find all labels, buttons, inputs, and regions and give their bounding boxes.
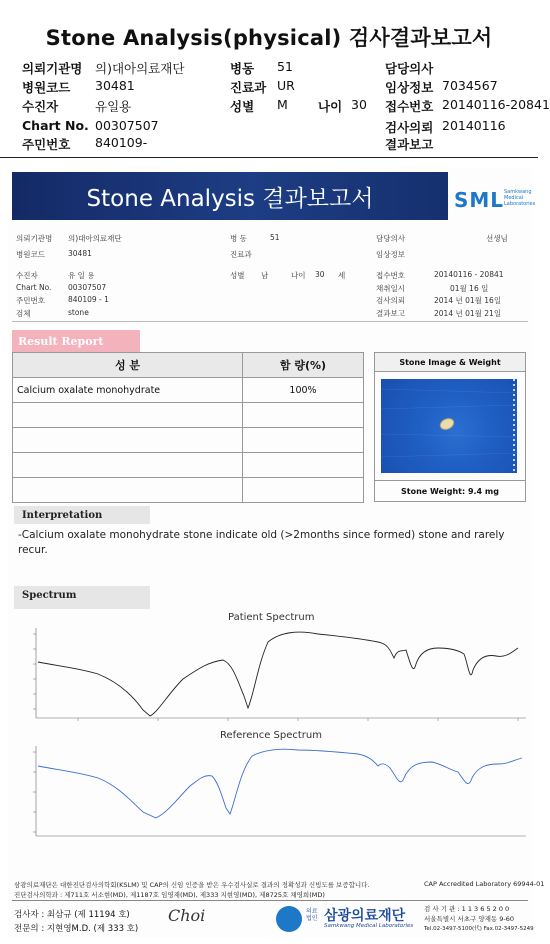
value-patient: 유일용 — [95, 99, 132, 114]
specialist-name: 전문의 : 지현영M.D. (제 333 호) — [14, 924, 139, 934]
cell-component: Calcium oxalate monohydrate — [13, 378, 243, 403]
info-label-ward: 병 동 — [230, 234, 247, 243]
footer-accreditation: 삼광의료재단은 대한진단검사의학회(KSLM) 및 CAP의 신임 인증을 받은 우수검사실로 결과의 정확성과 신빙도를 보증합니다. — [14, 881, 370, 889]
info-value-doctor: 선생님 — [486, 234, 508, 243]
scanned-report — [8, 168, 545, 938]
patient-spectrum-title: Patient Spectrum — [228, 612, 315, 623]
info-divider — [12, 321, 528, 322]
cell-amount — [243, 428, 364, 453]
org-address: 서울특별시 서초구 양재동 9-60 — [424, 915, 515, 923]
info-label-requested: 검사의뢰 — [376, 296, 405, 305]
header-divider — [0, 157, 538, 158]
info-label-collected: 채취일시 — [376, 284, 405, 293]
inspector-name: 검사자 : 최삼규 (제 11194 호) — [14, 910, 130, 920]
info-label-age-unit: 세 — [338, 271, 346, 280]
info-label-receipt: 접수번호 — [376, 271, 405, 280]
value-chart-no: 00307507 — [95, 118, 159, 133]
inst-code: 검 사 기 관 : 1 1 3 6 5 2 0 0 — [424, 905, 510, 913]
patient-spectrum-plot — [18, 624, 526, 724]
info-value-requested: 2014 년 01월 16일 — [434, 296, 502, 305]
sml-logo-sub3: Laboratories — [504, 201, 536, 207]
interpretation-label: Interpretation — [14, 506, 150, 524]
signature: Choi — [168, 906, 206, 925]
info-label-resident: 주민번호 — [16, 296, 45, 305]
label-age: 나이 — [318, 99, 343, 114]
label-resident-no: 주민번호 — [22, 137, 71, 152]
label-receipt-no: 접수번호 — [385, 99, 434, 114]
info-value-age: 30 — [315, 270, 325, 279]
info-value-receipt: 20140116 - 20841 — [434, 270, 504, 279]
info-value-org: 의)대아의료재단 — [68, 234, 122, 243]
samkwang-logo-icon — [276, 906, 302, 932]
sml-logo-text: SML — [454, 188, 505, 212]
result-report-label: Result Report — [12, 330, 140, 352]
interpretation-text: -Calcium oxalate monohydrate stone indicate old (>2months since formed) stone and rarely recur. — [18, 529, 505, 556]
info-label-department: 진료과 — [230, 250, 252, 259]
table-row — [13, 378, 364, 403]
info-label-clinical: 임상정보 — [376, 250, 405, 259]
cell-amount: 100% — [243, 378, 364, 403]
info-label-chart: Chart No. — [16, 283, 52, 292]
label-doctor: 담당의사 — [385, 61, 434, 76]
info-label-specimen: 검체 — [16, 309, 31, 318]
reference-spectrum-title: Reference Spectrum — [220, 730, 322, 741]
cell-component — [13, 478, 243, 503]
label-ward: 병동 — [230, 61, 255, 76]
cell-amount — [243, 478, 364, 503]
table-row — [13, 478, 364, 503]
info-value-specimen: stone — [68, 308, 89, 317]
info-label-sex: 성별 — [230, 271, 245, 280]
sml-logo-sub1: Samkwang — [504, 189, 532, 195]
label-requesting-org: 의뢰기관명 — [22, 61, 83, 76]
label-patient: 수진자 — [22, 99, 59, 114]
info-value-collected: 01월 16 일 — [450, 284, 489, 293]
spectrum-label: Spectrum — [14, 586, 150, 609]
cell-component — [13, 453, 243, 478]
value-sex: M — [277, 97, 288, 112]
value-department: UR — [277, 78, 295, 93]
cell-amount — [243, 403, 364, 428]
stone-photo — [381, 379, 517, 473]
org-name-en: Samkwang Medical Laboratories — [324, 923, 414, 929]
info-label-org: 의뢰기관명 — [16, 234, 53, 243]
org-prefix: 의료법인 — [306, 908, 318, 922]
value-ward: 51 — [277, 59, 293, 74]
table-row — [13, 403, 364, 428]
org-tel: Tel.02-3497-5100(代) Fax.02-3497-5249 — [424, 926, 534, 932]
info-label-hospital-code: 병원코드 — [16, 250, 45, 259]
cell-component — [13, 428, 243, 453]
info-value-sex: 남 — [261, 271, 269, 280]
info-label-age: 나이 — [291, 271, 306, 280]
label-chart-no: Chart No. — [22, 118, 89, 133]
value-receipt-no: 20140116-20841 — [442, 97, 550, 112]
org-name: 삼광의료재단 — [324, 908, 406, 924]
label-test-request: 검사의뢰 — [385, 120, 434, 135]
sml-logo — [454, 184, 534, 214]
info-label-doctor: 담당의사 — [376, 234, 405, 243]
stone-image-title: Stone Image & Weight — [375, 353, 525, 372]
info-value-chart: 00307507 — [68, 283, 107, 292]
info-value-resident: 840109 - 1 — [68, 295, 109, 304]
footer-divider — [12, 900, 528, 901]
reference-spectrum-plot — [18, 742, 526, 842]
info-value-ward: 51 — [270, 233, 280, 242]
value-test-request: 20140116 — [442, 118, 506, 133]
table-header-component: 성 분 — [13, 353, 243, 378]
value-hospital-code: 30481 — [95, 78, 135, 93]
label-department: 진료과 — [230, 80, 267, 95]
sml-logo-sub2: Medical — [504, 195, 524, 201]
info-label-reported: 결과보고 — [376, 309, 405, 318]
result-table — [12, 352, 364, 503]
footer-cap: CAP Accredited Laboratory 69944-01 — [424, 880, 545, 888]
cell-amount — [243, 453, 364, 478]
cell-component — [13, 403, 243, 428]
info-value-hospital-code: 30481 — [68, 249, 92, 258]
label-clinical-info: 임상정보 — [385, 80, 434, 95]
report-title: Stone Analysis(physical) 검사결과보고서 — [45, 26, 493, 50]
table-header-amount: 함 량(%) — [243, 353, 364, 378]
value-clinical-info: 7034567 — [442, 78, 498, 93]
label-result-report: 결과보고 — [385, 137, 434, 152]
table-row — [13, 453, 364, 478]
stone-image-box — [374, 352, 526, 502]
footer-physicians: 진단검사의학과 : 제711호 서소현(MD), 제1187호 임영재(MD), 제333 지현영(MD), 제8725호 채영희(MD) — [14, 891, 325, 899]
value-resident-no: 840109- — [95, 135, 148, 150]
stone-weight: Stone Weight: 9.4 mg — [375, 480, 525, 501]
table-row — [13, 428, 364, 453]
info-value-patient: 유 일 용 — [68, 271, 95, 280]
value-requesting-org: 의)대아의료재단 — [95, 61, 185, 76]
value-age: 30 — [351, 97, 367, 112]
report-banner: Stone Analysis 결과보고서 — [12, 172, 448, 220]
label-hospital-code: 병원코드 — [22, 80, 71, 95]
info-label-patient: 수진자 — [16, 271, 38, 280]
label-sex: 성별 — [230, 99, 255, 114]
info-value-reported: 2014 년 01월 21일 — [434, 309, 502, 318]
